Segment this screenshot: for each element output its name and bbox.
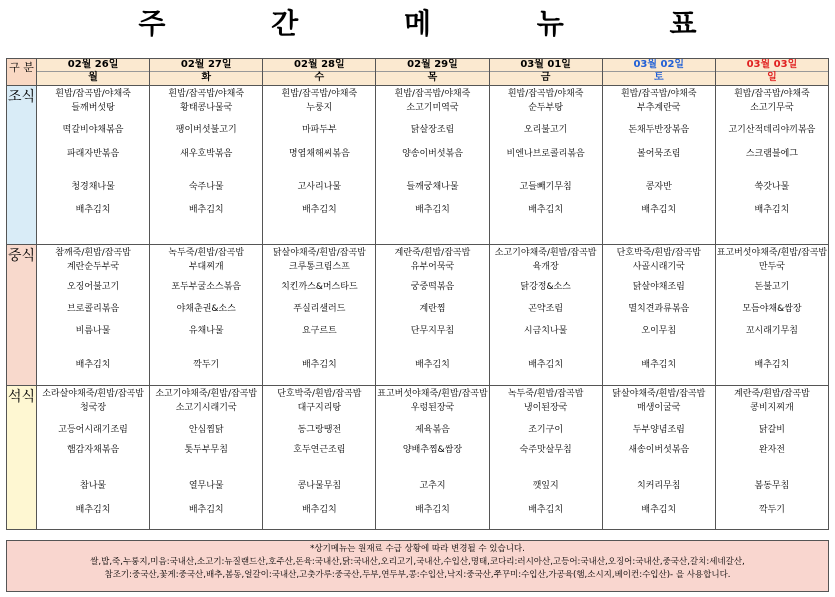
meal-row-lunch — [7, 245, 829, 386]
day-header-mon — [37, 59, 150, 86]
menu-cell — [263, 245, 376, 386]
menu-item: 비름나물 — [75, 326, 111, 336]
menu-item: 팽이버섯불고기 — [175, 125, 237, 135]
menu-item: 소라살야채죽/흰밥/잡곡밥 — [42, 389, 144, 399]
menu-item: 배추김치 — [75, 205, 111, 215]
menu-item: 닭살야채죽/흰밥/잡곡밥 — [612, 389, 706, 399]
menu-item: 참깨죽/흰밥/잡곡밥 — [55, 248, 131, 258]
menu-cell — [715, 245, 828, 386]
menu-item: 고사리나물 — [297, 182, 342, 192]
menu-item: 숙주맛살무침 — [519, 445, 572, 455]
menu-item: 배추김치 — [754, 360, 790, 370]
day-weekday: 수 — [314, 72, 325, 83]
menu-item: 흰밥/잡곡밥/야채죽 — [168, 89, 245, 99]
day-weekday: 토 — [653, 72, 664, 83]
notice-box — [6, 540, 829, 592]
menu-item: 배추김치 — [415, 205, 450, 215]
menu-cell — [150, 245, 263, 386]
meal-label: 조식 — [7, 86, 37, 245]
menu-item: 대구지리탕 — [297, 403, 342, 413]
menu-item: 톳두부무침 — [184, 445, 228, 455]
menu-cell — [376, 86, 489, 245]
menu-item: 참나물 — [80, 481, 107, 491]
menu-item: 고추지 — [419, 481, 446, 491]
menu-cell — [489, 245, 602, 386]
menu-item: 고등어시래기조림 — [58, 425, 128, 435]
menu-item: 햄감자채볶음 — [66, 445, 120, 455]
menu-item: 고기산적데리야끼볶음 — [728, 125, 816, 135]
menu-item: 깍두기 — [758, 505, 785, 515]
menu-cell — [489, 386, 602, 530]
menu-cell — [376, 386, 489, 530]
menu-item: 콩자반 — [645, 182, 672, 192]
menu-item: 매생이굴국 — [637, 403, 681, 413]
day-header-wed — [263, 59, 376, 86]
menu-item: 숙주나물 — [188, 182, 224, 192]
menu-cell — [715, 86, 828, 245]
weekly-menu-table — [6, 58, 829, 530]
menu-item: 흰밥/잡곡밥/야채죽 — [55, 89, 131, 99]
day-weekday: 화 — [201, 72, 212, 83]
menu-item: 표고버섯야채죽/흰밥/잡곡밥 — [716, 248, 828, 258]
day-date: 02월 28일 — [263, 59, 375, 72]
day-weekday: 목 — [427, 72, 438, 83]
header-row — [7, 59, 829, 86]
menu-item: 치커리무침 — [637, 481, 681, 491]
day-header-thu — [376, 59, 489, 86]
menu-item: 배추김치 — [301, 205, 337, 215]
menu-item: 부추계란국 — [637, 103, 681, 113]
menu-item: 배추김치 — [641, 505, 677, 515]
menu-item: 들깨궁채나물 — [406, 182, 459, 192]
menu-item: 돈불고기 — [754, 282, 790, 292]
menu-cell — [150, 86, 263, 245]
menu-item: 만두국 — [758, 262, 785, 272]
menu-item: 배추김치 — [75, 505, 111, 515]
menu-item: 청경채나물 — [71, 182, 115, 192]
menu-item: 멸치견과류볶음 — [628, 304, 690, 314]
menu-item: 흰밥/잡곡밥/야채죽 — [620, 89, 697, 99]
menu-item: 단호박죽/흰밥/잡곡밥 — [616, 248, 701, 258]
menu-item: 안심찜닭 — [188, 425, 224, 435]
menu-item: 궁중떡볶음 — [410, 282, 455, 292]
menu-item: 완자전 — [758, 445, 785, 455]
menu-item: 제육볶음 — [415, 425, 450, 435]
menu-item: 요구르트 — [301, 326, 337, 336]
menu-item: 쑥갓나물 — [754, 182, 790, 192]
menu-cell — [37, 386, 150, 530]
menu-item: 닭갈비 — [758, 425, 785, 435]
menu-item: 콩비지찌개 — [750, 403, 794, 413]
menu-cell — [150, 386, 263, 530]
menu-item: 푸실리샐러드 — [293, 304, 346, 314]
menu-item: 소고기야채죽/흰밥/잡곡밥 — [494, 248, 597, 258]
menu-item: 유채나물 — [188, 326, 224, 336]
meal-label: 석식 — [7, 386, 37, 530]
menu-item: 배추김치 — [528, 505, 564, 515]
menu-item: 계란찜 — [419, 304, 446, 314]
notice-line: 참조기:중국산,꽃게:중국산,배추,봄동,얼갈이:국내산,고춧가루:중국산,두부,연두부,콩:수입산,낙지:중국산,쭈꾸미:수입산,가공육(햄,소시지,베이컨:수입산)- 을 사용합니다. — [104, 570, 731, 580]
meal-row-dinner — [7, 386, 829, 530]
menu-item: 육개장 — [532, 262, 559, 272]
menu-item: 열무나물 — [188, 481, 224, 491]
menu-item: 마파두부 — [301, 125, 337, 135]
menu-item: 양송이버섯볶음 — [402, 149, 463, 159]
menu-item: 계란순두부국 — [66, 262, 120, 272]
day-header-sat — [602, 59, 715, 86]
menu-item: 볼어묵조림 — [637, 149, 681, 159]
menu-item: 조기구이 — [528, 425, 564, 435]
menu-item: 오징어불고기 — [66, 282, 120, 292]
day-weekday: 금 — [540, 72, 551, 83]
menu-item: 유부어묵국 — [410, 262, 455, 272]
menu-item: 닭살야채조림 — [632, 282, 685, 292]
menu-item: 배추김치 — [75, 360, 111, 370]
menu-cell — [37, 245, 150, 386]
day-date: 02월 27일 — [150, 59, 262, 72]
day-weekday: 월 — [88, 72, 98, 83]
menu-cell — [602, 245, 715, 386]
menu-item: 곤약조림 — [528, 304, 564, 314]
menu-item: 배추김치 — [301, 360, 337, 370]
menu-item: 냉이된장국 — [523, 403, 568, 413]
page-title: 주 간 메 뉴 표 — [138, 7, 745, 40]
day-date: 03월 02일 — [603, 59, 715, 72]
menu-item: 새송이버섯볶음 — [628, 445, 690, 455]
menu-cell — [37, 86, 150, 245]
menu-cell — [602, 86, 715, 245]
menu-item: 닭살장조림 — [410, 125, 455, 135]
menu-item: 두부양념조림 — [632, 425, 685, 435]
menu-item: 흰밥/잡곡밥/야채죽 — [394, 89, 471, 99]
menu-item: 녹두죽/흰밥/잡곡밥 — [168, 248, 245, 258]
menu-item: 포두부굴소스볶음 — [171, 282, 241, 292]
menu-item: 고들빼기무침 — [519, 182, 572, 192]
menu-item: 녹두죽/흰밥/잡곡밥 — [507, 389, 584, 399]
gubun-header: 구 분 — [7, 59, 37, 86]
menu-cell — [263, 386, 376, 530]
menu-item: 시금치나물 — [523, 326, 568, 336]
menu-item: 배추김치 — [641, 205, 677, 215]
menu-item: 흰밥/잡곡밥/야채죽 — [507, 89, 584, 99]
menu-cell — [602, 386, 715, 530]
menu-item: 깻잎지 — [532, 481, 559, 491]
day-date: 02월 26일 — [37, 59, 149, 72]
menu-item: 황태콩나물국 — [180, 103, 233, 113]
menu-item: 야채춘권&소스 — [176, 304, 236, 314]
menu-item: 우렁된장국 — [410, 403, 455, 413]
menu-item: 닭살야채죽/흰밥/잡곡밥 — [272, 248, 366, 258]
menu-cell — [376, 245, 489, 386]
menu-item: 스크램블에그 — [745, 149, 798, 159]
day-weekday: 일 — [767, 72, 777, 83]
menu-item: 소고기무국 — [750, 103, 794, 113]
menu-item: 돈채두반장볶음 — [628, 125, 690, 135]
day-header-sun — [715, 59, 828, 86]
menu-item: 순두부탕 — [528, 103, 564, 113]
menu-item: 명엽채해씨볶음 — [288, 149, 350, 159]
notice-line: *상기메뉴는 원재료 수급 상황에 따라 변경될 수 있습니다. — [310, 544, 525, 554]
menu-item: 사골시래기국 — [632, 262, 685, 272]
menu-item: 치킨까스&머스타드 — [281, 282, 358, 292]
menu-item: 비엔나브로콜리볶음 — [506, 149, 585, 159]
menu-item: 배추김치 — [528, 360, 564, 370]
menu-item: 크루통크림스프 — [288, 262, 350, 272]
menu-item: 파래자반볶음 — [66, 149, 120, 159]
menu-item: 흰밥/잡곡밥/야채죽 — [734, 89, 810, 99]
meal-label: 중식 — [7, 245, 37, 386]
menu-item: 배추김치 — [415, 360, 450, 370]
menu-item: 브로콜리볶음 — [66, 304, 120, 314]
menu-item: 소고기미역국 — [406, 103, 459, 113]
menu-item: 단무지무침 — [410, 326, 455, 336]
menu-item: 떡갈비야채볶음 — [62, 125, 124, 135]
menu-item: 배추김치 — [188, 505, 224, 515]
menu-item: 소고기야채죽/흰밥/잡곡밥 — [155, 389, 258, 399]
menu-item: 부대찌개 — [188, 262, 224, 272]
menu-item: 배추김치 — [301, 505, 337, 515]
menu-item: 오이무침 — [641, 326, 677, 336]
menu-item: 호두연근조림 — [293, 445, 346, 455]
menu-item: 닭강정&소스 — [520, 282, 571, 292]
menu-item: 계란죽/흰밥/잡곡밥 — [394, 248, 471, 258]
menu-item: 배추김치 — [415, 505, 450, 515]
menu-item: 단호박죽/흰밥/잡곡밥 — [277, 389, 362, 399]
menu-cell — [263, 86, 376, 245]
menu-item: 소고기시래기국 — [175, 403, 237, 413]
menu-item: 양배추찜&쌈장 — [402, 445, 463, 455]
menu-item: 들깨버섯탕 — [71, 103, 115, 113]
menu-item: 깍두기 — [193, 360, 220, 370]
menu-item: 콩나물무침 — [297, 481, 342, 491]
menu-item: 배추김치 — [641, 360, 677, 370]
day-date: 03월 01일 — [490, 59, 602, 72]
menu-item: 새우호박볶음 — [180, 149, 233, 159]
menu-item: 청국장 — [80, 403, 107, 413]
menu-item: 배추김치 — [754, 205, 790, 215]
menu-item: 오리불고기 — [523, 125, 568, 135]
menu-item: 배추김치 — [188, 205, 224, 215]
menu-cell — [489, 86, 602, 245]
day-date: 03월 03일 — [716, 59, 828, 72]
menu-item: 누룽지 — [306, 103, 333, 113]
meal-row-breakfast — [7, 86, 829, 245]
menu-item: 봄동무침 — [754, 481, 790, 491]
menu-cell — [715, 386, 828, 530]
day-date: 02월 29일 — [376, 59, 488, 72]
menu-item: 계란죽/흰밥/잡곡밥 — [734, 389, 810, 399]
menu-item: 흰밥/잡곡밥/야채죽 — [281, 89, 358, 99]
menu-item: 표고버섯야채죽/흰밥/잡곡밥 — [377, 389, 488, 399]
notice-line: 쌀,밥,죽,누룽지,미음:국내산,소고기:뉴질랜드산,호주산,돈육:국내산,닭:국내산,오리고기,국내산,수입산,명태,코다리:러시아산,고등어:국내산,오징어:국내산,중국산,갈치:세네갈산, — [90, 557, 745, 567]
menu-item: 모듬야채&쌈장 — [742, 304, 802, 314]
day-header-tue — [150, 59, 263, 86]
menu-item: 배추김치 — [528, 205, 564, 215]
menu-item: 꼬시래기무침 — [745, 326, 798, 336]
day-header-fri — [489, 59, 602, 86]
menu-item: 동그랑땡전 — [297, 425, 342, 435]
